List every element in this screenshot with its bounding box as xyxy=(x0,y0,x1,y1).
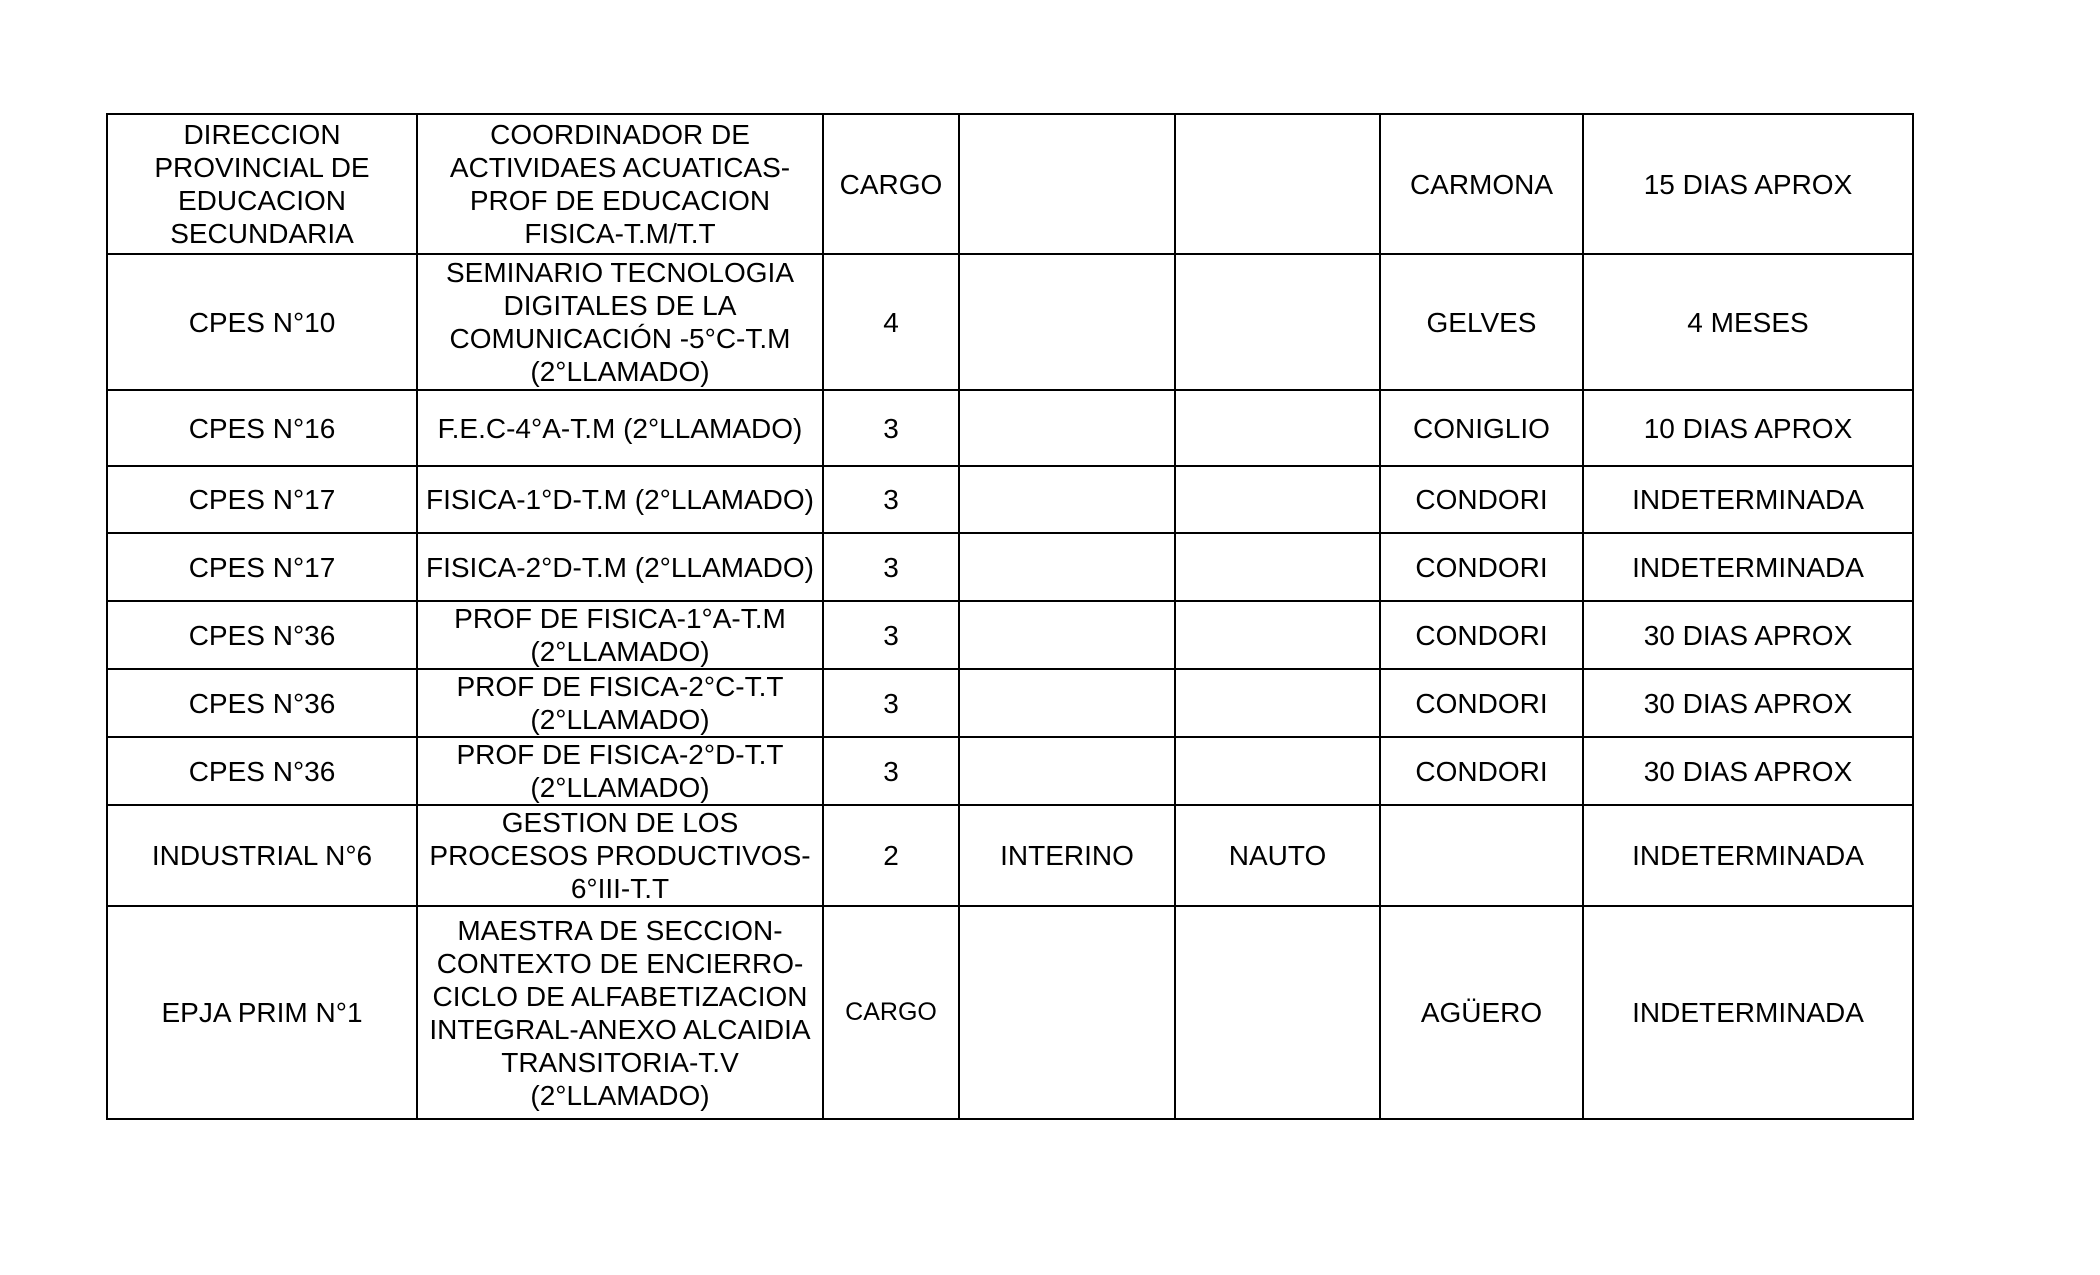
hours-cell: CARGO xyxy=(823,906,959,1119)
table-row xyxy=(107,669,1913,737)
duration-cell: INDETERMINADA xyxy=(1583,466,1913,533)
table-row xyxy=(107,737,1913,805)
position-cell: FISICA-1°D-T.M (2°LLAMADO) xyxy=(417,466,823,533)
holder-cell xyxy=(1175,533,1380,601)
institution-cell: CPES N°36 xyxy=(107,601,417,669)
replaced-cell: CONDORI xyxy=(1380,466,1583,533)
status-cell xyxy=(959,466,1175,533)
duration-cell: INDETERMINADA xyxy=(1583,805,1913,906)
hours-cell: 3 xyxy=(823,390,959,466)
position-cell: MAESTRA DE SECCION-CONTEXTO DE ENCIERRO-CICLO DE ALFABETIZACION INTEGRAL-ANEXO ALCAIDIA TRANSITORIA-T.V (2°LLAMADO) xyxy=(417,906,823,1119)
position-cell: GESTION DE LOS PROCESOS PRODUCTIVOS-6°III-T.T xyxy=(417,805,823,906)
holder-cell xyxy=(1175,254,1380,390)
table-row xyxy=(107,390,1913,466)
institution-cell: CPES N°17 xyxy=(107,533,417,601)
table-row xyxy=(107,805,1913,906)
duration-cell: 30 DIAS APROX xyxy=(1583,601,1913,669)
duration-cell: 10 DIAS APROX xyxy=(1583,390,1913,466)
institution-cell: CPES N°17 xyxy=(107,466,417,533)
status-cell xyxy=(959,114,1175,254)
position-cell: FISICA-2°D-T.M (2°LLAMADO) xyxy=(417,533,823,601)
holder-cell xyxy=(1175,466,1380,533)
hours-cell: 4 xyxy=(823,254,959,390)
institution-cell: CPES N°36 xyxy=(107,669,417,737)
holder-cell xyxy=(1175,114,1380,254)
status-cell xyxy=(959,669,1175,737)
holder-cell xyxy=(1175,906,1380,1119)
duration-cell: INDETERMINADA xyxy=(1583,533,1913,601)
institution-cell: CPES N°16 xyxy=(107,390,417,466)
table-row xyxy=(107,906,1913,1119)
hours-cell: CARGO xyxy=(823,114,959,254)
position-cell: F.E.C-4°A-T.M (2°LLAMADO) xyxy=(417,390,823,466)
duration-cell: 30 DIAS APROX xyxy=(1583,737,1913,805)
position-cell: PROF DE FISICA-1°A-T.M (2°LLAMADO) xyxy=(417,601,823,669)
duration-cell: INDETERMINADA xyxy=(1583,906,1913,1119)
status-cell xyxy=(959,737,1175,805)
institution-cell: EPJA PRIM N°1 xyxy=(107,906,417,1119)
hours-cell: 3 xyxy=(823,669,959,737)
hours-cell: 3 xyxy=(823,601,959,669)
status-cell xyxy=(959,533,1175,601)
holder-cell: NAUTO xyxy=(1175,805,1380,906)
position-cell: PROF DE FISICA-2°C-T.T (2°LLAMADO) xyxy=(417,669,823,737)
institution-cell: INDUSTRIAL N°6 xyxy=(107,805,417,906)
hours-cell: 2 xyxy=(823,805,959,906)
vacancies-table xyxy=(106,113,1914,1120)
replaced-cell: GELVES xyxy=(1380,254,1583,390)
institution-cell: DIRECCION PROVINCIAL DE EDUCACION SECUNDARIA xyxy=(107,114,417,254)
hours-cell: 3 xyxy=(823,533,959,601)
status-cell xyxy=(959,254,1175,390)
institution-cell: CPES N°36 xyxy=(107,737,417,805)
duration-cell: 30 DIAS APROX xyxy=(1583,669,1913,737)
replaced-cell: AGÜERO xyxy=(1380,906,1583,1119)
holder-cell xyxy=(1175,601,1380,669)
status-cell xyxy=(959,906,1175,1119)
table-row xyxy=(107,466,1913,533)
table-row xyxy=(107,114,1913,254)
status-cell: INTERINO xyxy=(959,805,1175,906)
table-row xyxy=(107,601,1913,669)
replaced-cell: CARMONA xyxy=(1380,114,1583,254)
position-cell: PROF DE FISICA-2°D-T.T (2°LLAMADO) xyxy=(417,737,823,805)
holder-cell xyxy=(1175,669,1380,737)
replaced-cell: CONIGLIO xyxy=(1380,390,1583,466)
hours-cell: 3 xyxy=(823,737,959,805)
duration-cell: 4 MESES xyxy=(1583,254,1913,390)
replaced-cell: CONDORI xyxy=(1380,533,1583,601)
position-cell: SEMINARIO TECNOLOGIA DIGITALES DE LA COMUNICACIÓN -5°C-T.M (2°LLAMADO) xyxy=(417,254,823,390)
holder-cell xyxy=(1175,737,1380,805)
hours-cell: 3 xyxy=(823,466,959,533)
replaced-cell: CONDORI xyxy=(1380,601,1583,669)
position-cell: COORDINADOR DE ACTIVIDAES ACUATICAS-PROF DE EDUCACION FISICA-T.M/T.T xyxy=(417,114,823,254)
holder-cell xyxy=(1175,390,1380,466)
table-row xyxy=(107,254,1913,390)
status-cell xyxy=(959,390,1175,466)
replaced-cell xyxy=(1380,805,1583,906)
status-cell xyxy=(959,601,1175,669)
replaced-cell: CONDORI xyxy=(1380,737,1583,805)
table-row xyxy=(107,533,1913,601)
replaced-cell: CONDORI xyxy=(1380,669,1583,737)
institution-cell: CPES N°10 xyxy=(107,254,417,390)
duration-cell: 15 DIAS APROX xyxy=(1583,114,1913,254)
